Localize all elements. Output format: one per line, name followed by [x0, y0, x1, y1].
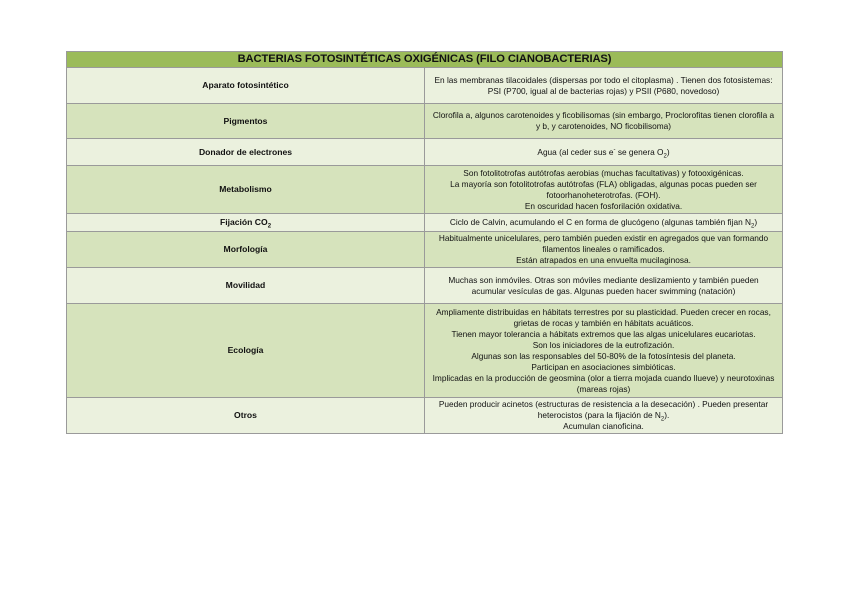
- label-text: Fijación CO: [219, 217, 268, 227]
- value-line: Muchas son inmóviles. Otras son móviles mediante deslizamiento y también pueden acumular vesículas de gas. Algunas pueden hacer swimming (natación): [448, 274, 759, 296]
- row-value-movilidad: [425, 268, 783, 304]
- table-title: BACTERIAS FOTOSINTÉTICAS OXIGÉNICAS (FILO CIANOBACTERIAS): [67, 52, 783, 68]
- row-value-pigmentos: [425, 104, 783, 139]
- superscript: -: [613, 146, 616, 153]
- value-line: Clorofila a, algunos carotenoides y ficobilisomas (sin embargo, Proclorofitas tienen clorofila a y b, y carotenoides, NO ficobilisoma): [432, 110, 775, 131]
- table-row: [67, 398, 783, 434]
- value-line: En oscuridad hacen fosforilación oxidativa.: [524, 200, 683, 211]
- table-row: [67, 139, 783, 166]
- row-label-ecologia: Ecología: [67, 304, 425, 398]
- value-text: ): [666, 146, 670, 157]
- row-label-movilidad: Movilidad: [67, 268, 425, 304]
- row-label-otros: Otros: [67, 398, 425, 434]
- row-label-fijacion: [67, 214, 425, 232]
- row-value-metabolismo: [425, 166, 783, 214]
- value-line: Algunas son las responsables del 50-80% de la fotosíntesis del planeta.: [471, 350, 736, 361]
- subscript: 2: [751, 223, 755, 230]
- value-line: Implicadas en la producción de geosmina (olor a tierra mojada cuando llueve) y neurotoxinas (mareas rojas): [432, 372, 775, 394]
- subscript: 2: [663, 153, 667, 160]
- value-line: Ampliamente distribuidas en hábitats terrestres por su plasticidad. Pueden crecer en rocas, grietas de rocas y también en hábitats acuáticos.: [436, 306, 771, 328]
- row-value-donador: [425, 139, 783, 166]
- value-line: Tienen mayor tolerancia a hábitats extremos que las algas unicelulares eucariotas.: [451, 328, 756, 339]
- row-label-donador: Donador de electrones: [67, 139, 425, 166]
- table-title-row: [67, 52, 783, 68]
- value-line: Acumulan cianoficina.: [563, 421, 644, 431]
- bacteria-table: [66, 51, 783, 434]
- value-line: Están atrapados en una envuelta mucilaginosa.: [516, 255, 691, 265]
- row-label-metabolismo: Metabolismo: [67, 166, 425, 214]
- value-line: En las membranas tilacoidales (dispersas por todo el citoplasma) . Tienen dos fotosistemas: PSI (P700, igual al de bacterias rojas) y PSII (P680, novedoso): [434, 74, 773, 96]
- row-value-ecologia: [425, 304, 783, 398]
- table-row: [67, 232, 783, 268]
- table-row: [67, 214, 783, 232]
- row-value-morfologia: [425, 232, 783, 268]
- row-label-aparato: Aparato fotosintético: [67, 68, 425, 104]
- value-line: La mayoría son fotolitotrofas autótrofas (FLA) obligadas, algunas pocas pueden ser fotoorhanoheterotrofas. (FOH).: [450, 178, 757, 200]
- value-text: ).: [664, 410, 670, 420]
- row-label-morfologia: Morfología: [67, 232, 425, 268]
- value-text: Pueden producir acinetos (estructuras de resistencia a la desecación) . Pueden presentar heterocistos (para la fijación de N: [438, 399, 769, 420]
- table-row: [67, 68, 783, 104]
- row-value-aparato: [425, 68, 783, 104]
- table-row: [67, 104, 783, 139]
- table-row: [67, 166, 783, 214]
- subscript: 2: [660, 416, 665, 423]
- row-label-pigmentos: Pigmentos: [67, 104, 425, 139]
- table-row: [67, 268, 783, 304]
- value-line: Son fotolitotrofas autótrofas aerobias (muchas facultativas) y fotooxigénicas.: [463, 167, 744, 178]
- value-text: Ciclo de Calvin, acumulando el C en forma de glucógeno (algunas también fijan N: [449, 217, 752, 227]
- value-line: [431, 399, 776, 421]
- value-line: Participan en asociaciones simbióticas.: [531, 361, 676, 372]
- value-text: se genera O: [615, 146, 664, 157]
- table-row: [67, 304, 783, 398]
- subscript: 2: [267, 223, 272, 230]
- value-line: Son los iniciadores de la eutrofización.: [532, 339, 675, 350]
- value-line: Habitualmente unicelulares, pero también pueden existir en agregados que van formando filamentos lineales o ramificados.: [438, 233, 769, 254]
- row-value-fijacion: [425, 214, 783, 232]
- row-value-otros: [425, 398, 783, 434]
- value-text: Agua (al ceder sus e: [537, 146, 614, 157]
- value-text: ): [754, 217, 758, 227]
